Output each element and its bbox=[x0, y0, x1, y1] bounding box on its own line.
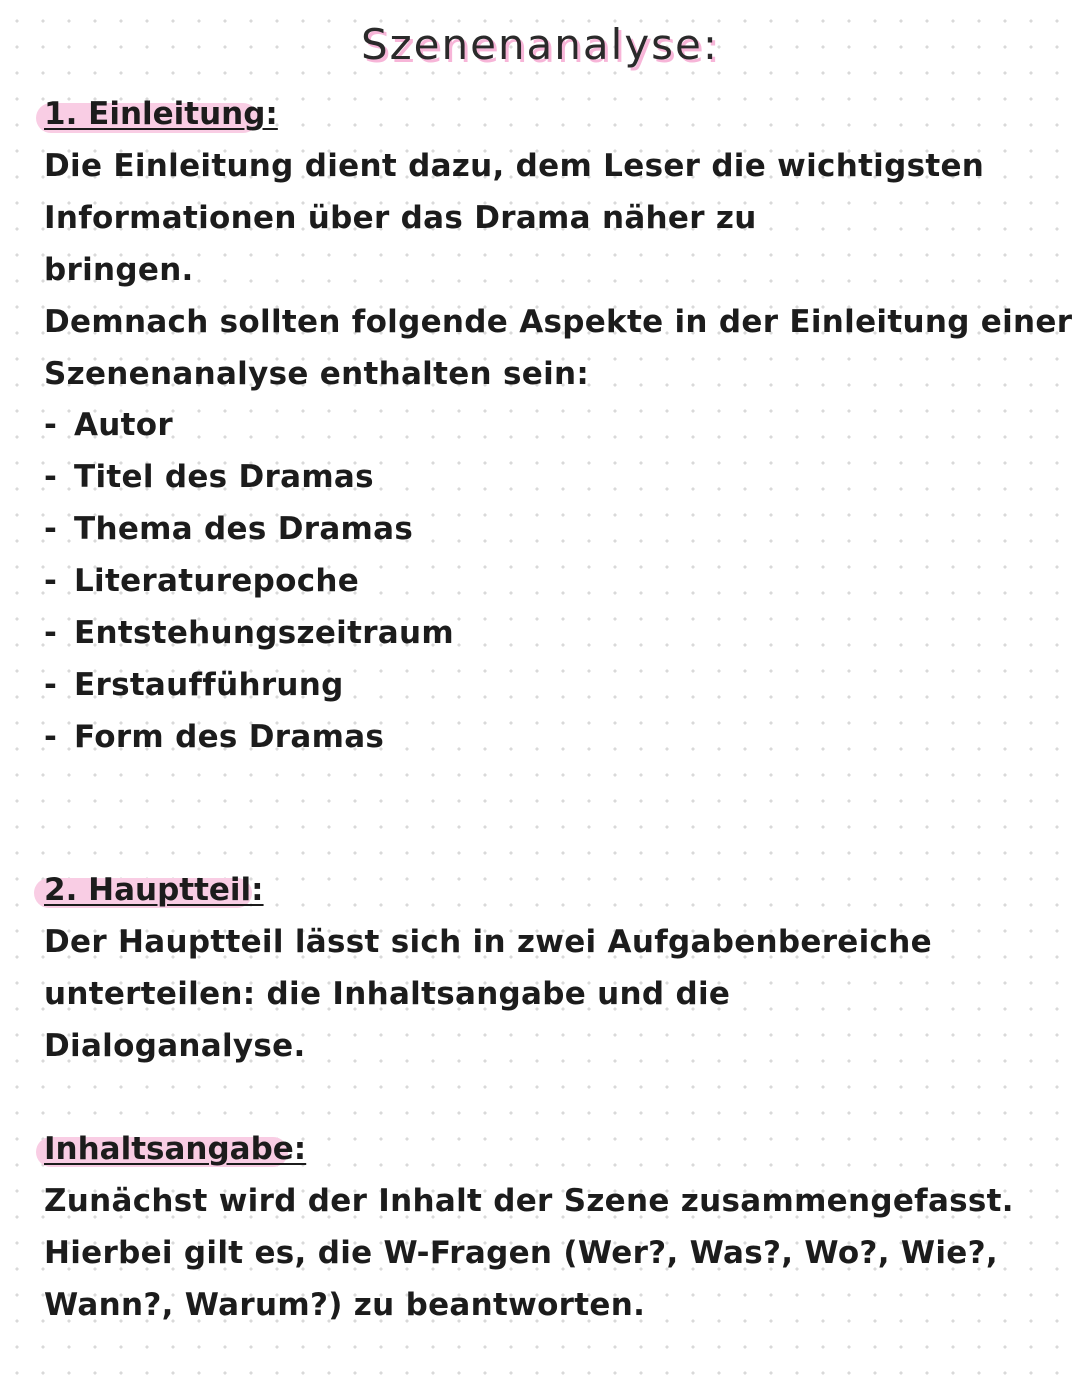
dash-bullet: - bbox=[44, 667, 58, 703]
dash-bullet: - bbox=[44, 615, 58, 651]
dash-bullet: - bbox=[44, 511, 58, 547]
list-item bbox=[44, 561, 359, 601]
list-item bbox=[44, 665, 344, 705]
paragraph-line: unterteilen: die Inhaltsangabe und die bbox=[44, 976, 731, 1012]
list-item-text: Form des Dramas bbox=[74, 719, 385, 755]
list-item bbox=[44, 405, 173, 445]
section-heading-inhaltsangabe: Inhaltsangabe: bbox=[44, 1131, 307, 1167]
list-item-text: Thema des Dramas bbox=[74, 511, 414, 547]
list-item-text: Erstaufführung bbox=[74, 667, 344, 703]
list-item-text: Autor bbox=[74, 407, 173, 443]
dash-bullet: - bbox=[44, 563, 58, 599]
paragraph-line: Szenenanalyse enthalten sein: bbox=[44, 356, 590, 392]
list-item bbox=[44, 717, 384, 757]
list-item bbox=[44, 509, 413, 549]
list-item-text: Entstehungszeitraum bbox=[74, 615, 455, 651]
paragraph-line: Wann?, Warum?) zu beantworten. bbox=[44, 1287, 646, 1323]
paragraph-line: Zunächst wird der Inhalt der Szene zusammengefasst. bbox=[44, 1183, 1014, 1219]
page-title bbox=[0, 20, 1080, 69]
dash-bullet: - bbox=[44, 407, 58, 443]
dash-bullet: - bbox=[44, 719, 58, 755]
paragraph-line: bringen. bbox=[44, 252, 194, 288]
list-item bbox=[44, 457, 374, 497]
list-item-text: Literaturepoche bbox=[74, 563, 360, 599]
paragraph-line: Hierbei gilt es, die W-Fragen (Wer?, Was?, Wo?, Wie?, bbox=[44, 1235, 998, 1271]
list-item-text: Titel des Dramas bbox=[74, 459, 374, 495]
section-heading-hauptteil: 2. Hauptteil: bbox=[44, 872, 264, 908]
section-heading-einleitung: 1. Einleitung: bbox=[44, 96, 278, 132]
paragraph-line: Dialoganalyse. bbox=[44, 1028, 306, 1064]
page-title-text: Szenenanalyse: bbox=[360, 20, 720, 69]
paragraph-line: Die Einleitung dient dazu, dem Leser die wichtigsten bbox=[44, 148, 985, 184]
paragraph-line: Der Hauptteil lässt sich in zwei Aufgabenbereiche bbox=[44, 924, 932, 960]
list-item bbox=[44, 613, 454, 653]
dash-bullet: - bbox=[44, 459, 58, 495]
paragraph-line: Informationen über das Drama näher zu bbox=[44, 200, 757, 236]
paragraph-line: Demnach sollten folgende Aspekte in der Einleitung einer bbox=[44, 304, 1073, 340]
